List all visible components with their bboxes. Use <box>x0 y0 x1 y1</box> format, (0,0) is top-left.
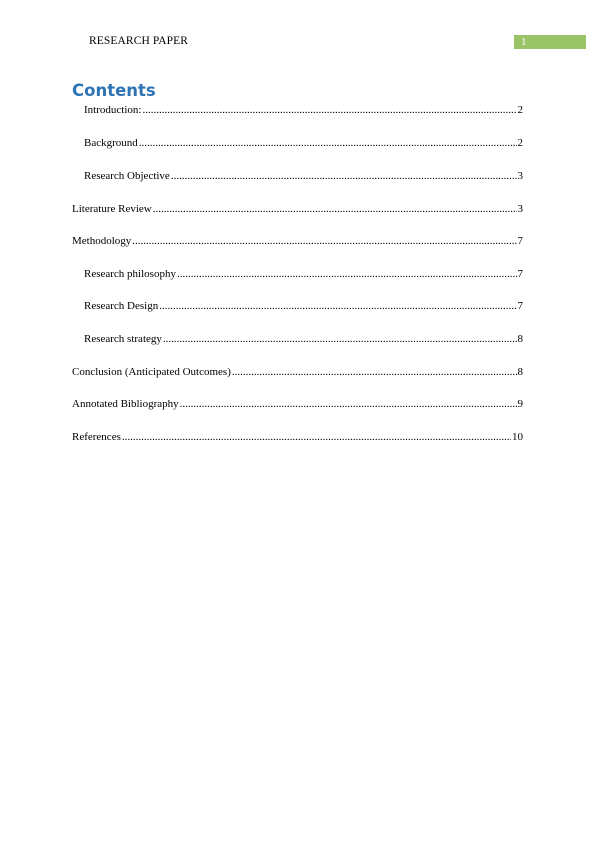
toc-entry-page: 8 <box>517 366 523 378</box>
toc-leader <box>142 104 516 117</box>
toc-entry-page: 3 <box>517 170 523 182</box>
toc-entry-page: 2 <box>517 104 523 116</box>
toc-leader <box>163 333 517 346</box>
toc-entry-research-objective[interactable] <box>84 170 523 183</box>
toc-entry-background[interactable] <box>84 137 523 150</box>
toc-leader <box>232 366 517 379</box>
toc-entry-research-design[interactable] <box>84 300 523 313</box>
toc-leader <box>177 268 517 281</box>
toc-entry-research-strategy[interactable] <box>84 333 523 346</box>
toc-entry-page: 7 <box>517 235 523 247</box>
toc-leader <box>122 431 511 444</box>
toc-entry-page: 10 <box>512 431 523 443</box>
toc-entry-page: 8 <box>517 333 523 345</box>
toc-entry-label: Research Objective <box>84 170 170 182</box>
toc-entry-research-philosophy[interactable] <box>84 268 523 281</box>
toc-leader <box>132 235 516 248</box>
toc-entry-page: 7 <box>517 300 523 312</box>
toc-entry-label: Conclusion (Anticipated Outcomes) <box>72 366 231 378</box>
toc-entry-page: 7 <box>517 268 523 280</box>
toc-leader <box>180 398 517 411</box>
toc-entry-page: 2 <box>517 137 523 149</box>
toc-entry-literature-review[interactable] <box>72 203 523 216</box>
toc-entry-methodology[interactable] <box>72 235 523 248</box>
toc-entry-conclusion[interactable] <box>72 366 523 379</box>
toc-entry-references[interactable] <box>72 431 523 444</box>
toc-leader <box>159 300 516 313</box>
toc-entry-label: Research Design <box>84 300 159 312</box>
toc-leader <box>171 170 517 183</box>
toc-entry-page: 9 <box>517 398 523 410</box>
toc-entry-introduction[interactable] <box>84 104 523 117</box>
toc-entry-label: Annotated Bibliography <box>72 398 179 410</box>
toc-entry-page: 3 <box>517 203 523 215</box>
toc-entry-label: Literature Review <box>72 203 152 215</box>
toc-leader <box>139 137 517 150</box>
toc-leader <box>153 203 517 216</box>
toc-entry-label: References <box>72 431 121 443</box>
toc-heading: Contents <box>72 81 156 100</box>
toc-entry-label: Research philosophy <box>84 268 176 280</box>
header-title: RESEARCH PAPER <box>89 35 189 47</box>
toc-entry-annotated-bibliography[interactable] <box>72 398 523 411</box>
page-number-bar <box>514 35 586 49</box>
toc-entry-label: Introduction: <box>84 104 142 116</box>
toc-entry-label: Background <box>84 137 138 149</box>
toc-entry-label: Research strategy <box>84 333 162 345</box>
page-number: 1 <box>521 36 527 48</box>
toc-entry-label: Methodology <box>72 235 132 247</box>
